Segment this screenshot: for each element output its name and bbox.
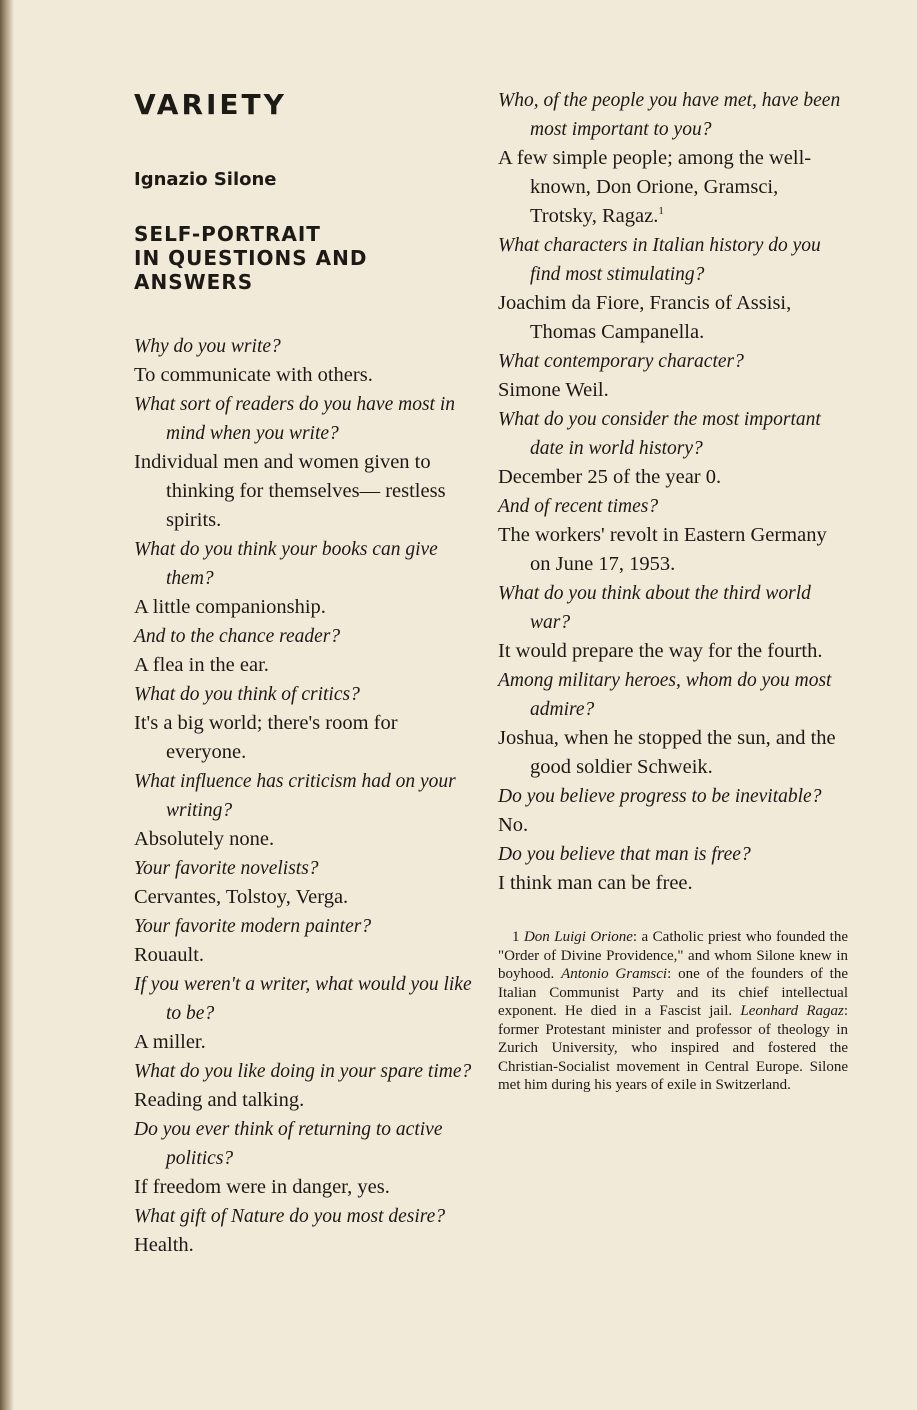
answer: If freedom were in danger, yes. [134, 1176, 390, 1198]
question: What characters in Italian history do you find most stimulating? [498, 235, 821, 285]
answer: December 25 of the year 0. [498, 466, 722, 488]
answer: The workers' revolt in Eastern Germany on June 17, 1953. [498, 524, 827, 575]
answer: No. [498, 814, 529, 836]
footnote-number: 1 [512, 929, 520, 945]
question: What contemporary character? [498, 351, 744, 372]
answer: A little companionship. [134, 596, 326, 618]
question: Do you believe that man is free? [498, 844, 751, 865]
question: What do you like doing in your spare time? [134, 1061, 472, 1082]
answer: Individual men and women given to thinking for themselves— restless spirits. [134, 451, 446, 531]
footnote-text: : a Catholic priest who founded the "Order of Divine Providence," and whom Silone knew in boyhood. [498, 929, 848, 982]
answer: I think man can be free. [498, 872, 693, 894]
qa-list-right [498, 86, 848, 898]
answer [498, 144, 848, 231]
question: And to the chance reader? [134, 626, 341, 647]
answer-text: A few simple people; among the well-known, Don Orione, Gramsci, Trotsky, Ragaz. [498, 147, 812, 227]
footnote-name: Antonio Gramsci [561, 966, 668, 982]
answer: It would prepare the way for the fourth. [498, 640, 823, 662]
right-column [498, 86, 848, 1110]
left-column [134, 88, 480, 1260]
author-name: Ignazio Silone [134, 169, 277, 190]
answer: A flea in the ear. [134, 654, 269, 676]
footnote-text: : one of the founders of the Italian Communist Party and its chief intellectual exponent. He died in a Fascist jail. [498, 966, 848, 1019]
question: What do you consider the most important date in world history? [498, 409, 821, 459]
footnote-name: Leonhard Ragaz [740, 1003, 844, 1019]
question: Your favorite novelists? [134, 858, 319, 879]
answer: To communicate with others. [134, 364, 373, 386]
answer: A miller. [134, 1031, 206, 1053]
answer: Reading and talking. [134, 1089, 305, 1111]
footnote [498, 928, 848, 1095]
answer: It's a big world; there's room for everyone. [134, 712, 398, 763]
question: Why do you write? [134, 336, 281, 357]
question: And of recent times? [498, 496, 659, 517]
question: What do you think about the third world war? [498, 583, 811, 633]
qa-list-left [134, 332, 480, 1260]
question: What sort of readers do you have most in mind when you write? [134, 394, 455, 444]
footnote-marker: 1 [658, 205, 664, 218]
answer: Absolutely none. [134, 828, 275, 850]
question: Your favorite modern painter? [134, 916, 372, 937]
question: What gift of Nature do you most desire? [134, 1206, 446, 1227]
question: Do you ever think of returning to active politics? [134, 1119, 443, 1169]
question: If you weren't a writer, what would you like to be? [134, 974, 472, 1024]
question: What influence has criticism had on your writing? [134, 771, 456, 821]
footnote-name: Don Luigi Orione [523, 929, 633, 945]
book-spine-shadow [0, 0, 14, 1410]
question: Do you believe progress to be inevitable? [498, 786, 822, 807]
footnote-text: : former Protestant minister and professor of theology in Zurich University, who inspired and fostered the Christian-Socialist movement in Central Europe. Silone met him during his years of exile in Switzerland. [498, 1003, 849, 1093]
section-title: VARIETY [134, 88, 287, 121]
answer: Simone Weil. [498, 379, 609, 401]
answer: Cervantes, Tolstoy, Verga. [134, 886, 349, 908]
answer: Health. [134, 1234, 194, 1256]
answer: Joshua, when he stopped the sun, and the good soldier Schweik. [498, 727, 836, 778]
article-title: SELF-PORTRAIT IN QUESTIONS AND ANSWERS [134, 222, 368, 294]
question: Among military heroes, whom do you most admire? [498, 670, 832, 720]
question: Who, of the people you have met, have been most important to you? [498, 90, 841, 140]
answer: Rouault. [134, 944, 205, 966]
answer: Joachim da Fiore, Francis of Assisi, Thomas Campanella. [498, 292, 792, 343]
question: What do you think of critics? [134, 684, 360, 705]
question: What do you think your books can give them? [134, 539, 438, 589]
